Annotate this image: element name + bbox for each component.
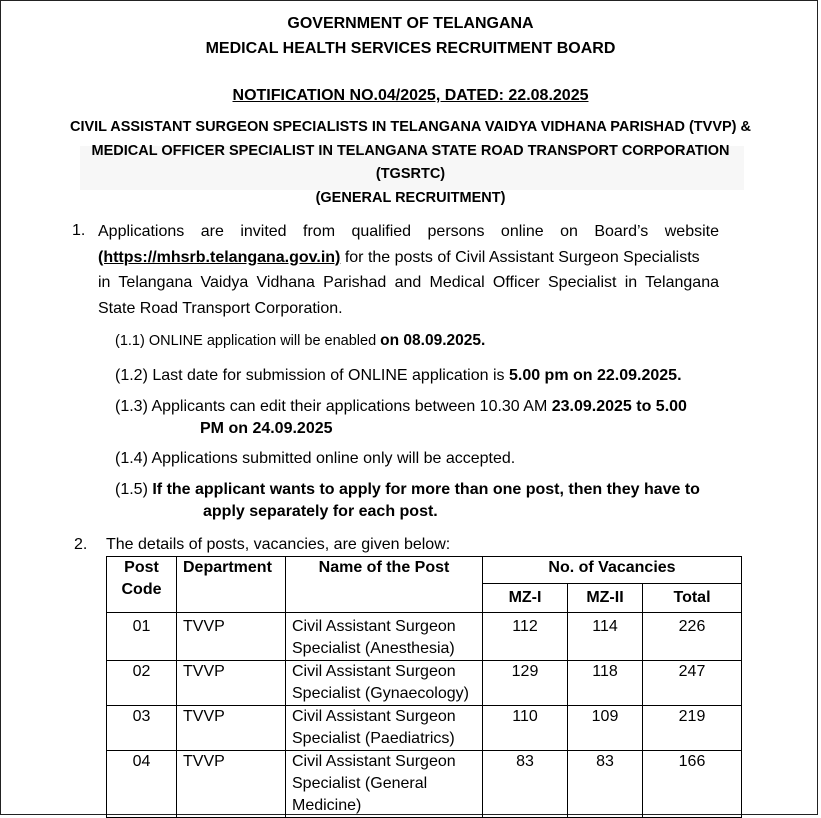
point-1-5-continued: apply separately for each post. <box>203 503 438 520</box>
cell-post-code: 01 <box>107 613 177 661</box>
header-mz2: MZ-II <box>568 584 643 613</box>
point-1-1-date: on 08.09.2025. <box>380 332 486 349</box>
point-1-5-label: (1.5) <box>115 481 153 498</box>
para2-number: 2. <box>74 536 88 553</box>
govt-heading: GOVERNMENT OF TELANGANA <box>287 15 534 32</box>
point-1-3-dates: 23.09.2025 to 5.00 <box>551 398 687 415</box>
cell-mz2: 109 <box>568 706 643 751</box>
header-total: Total <box>643 584 742 613</box>
header-post-name: Name of the Post <box>286 557 483 613</box>
header-post-code <box>107 557 177 613</box>
cell-total: 247 <box>643 661 742 706</box>
cell-total: 219 <box>643 706 742 751</box>
point-1-1-label: (1.1) ONLINE application will be enabled <box>115 333 381 349</box>
point-1-1 <box>115 332 485 350</box>
post-name-line3: Medicine) <box>292 797 362 814</box>
cell-post-code: 04 <box>107 751 177 818</box>
para1-line2-rest: for the posts of Civil Assistant Surgeon Specialists <box>340 248 700 266</box>
point-1-2-deadline: 5.00 pm on 22.09.2025. <box>508 367 682 384</box>
header-vacancies: No. of Vacancies <box>483 557 742 584</box>
point-1-3-label: (1.3) Applicants can edit their applications between 10.30 AM <box>115 398 552 415</box>
table-row <box>107 751 742 818</box>
para1-line2 <box>98 245 719 271</box>
cell-mz1: 83 <box>483 751 568 818</box>
cell-mz2: 118 <box>568 661 643 706</box>
point-1-4: (1.4) Applications submitted online only will be accepted. <box>115 450 516 467</box>
cell-post-name <box>286 706 483 751</box>
cell-mz1: 112 <box>483 613 568 661</box>
header-department: Department <box>177 557 286 613</box>
point-1-3 <box>115 398 687 416</box>
notification-number: NOTIFICATION NO.04/2025, DATED: 22.08.2025 <box>232 87 589 104</box>
table-row <box>107 661 742 706</box>
cell-post-name <box>286 751 483 818</box>
board-heading: MEDICAL HEALTH SERVICES RECRUITMENT BOARD <box>205 40 616 57</box>
header-post-code-line1: Post <box>124 559 159 576</box>
subject-line-4: (GENERAL RECRUITMENT) <box>315 190 506 206</box>
table-header-row <box>107 557 742 584</box>
cell-mz2: 83 <box>568 751 643 818</box>
point-1-2-label: (1.2) Last date for submission of ONLINE application is <box>115 367 509 384</box>
cell-post-code: 03 <box>107 706 177 751</box>
para2-text: The details of posts, vacancies, are given below: <box>106 536 451 553</box>
post-name-line1: Civil Assistant Surgeon <box>292 618 456 635</box>
cell-mz2: 114 <box>568 613 643 661</box>
para1-line3: in Telangana Vaidya Vidhana Parishad and Medical Officer Specialist in Telangana <box>98 274 719 291</box>
header-mz1: MZ-I <box>483 584 568 613</box>
subject-line-1: CIVIL ASSISTANT SURGEON SPECIALISTS IN TELANGANA VAIDYA VIDHANA PARISHAD (TVVP) & <box>69 119 752 135</box>
cell-post-name <box>286 613 483 661</box>
point-1-5 <box>115 481 700 499</box>
point-1-3-continued: PM on 24.09.2025 <box>200 420 333 437</box>
post-name-line1: Civil Assistant Surgeon <box>292 663 456 680</box>
subject-line-2: MEDICAL OFFICER SPECIALIST IN TELANGANA STATE ROAD TRANSPORT CORPORATION <box>91 143 730 159</box>
post-name-line1: Civil Assistant Surgeon <box>292 753 456 770</box>
cell-mz1: 129 <box>483 661 568 706</box>
para1-line1: Applications are invited from qualified persons online on Board’s website <box>98 223 719 240</box>
post-name-line2: Specialist (Gynaecology) <box>292 685 469 702</box>
table-row <box>107 613 742 661</box>
table-row <box>107 706 742 751</box>
cell-post-name <box>286 661 483 706</box>
board-website-link[interactable]: (https://mhsrb.telangana.gov.in) <box>98 248 341 266</box>
post-name-line2: Specialist (Paediatrics) <box>292 730 455 747</box>
post-name-line2: Specialist (General <box>292 775 428 792</box>
vacancies-table <box>106 556 742 818</box>
cell-department: TVVP <box>177 613 286 661</box>
point-1-5-text: If the applicant wants to apply for more than one post, then they have to <box>152 481 700 498</box>
post-name-line2: Specialist (Anesthesia) <box>292 640 455 657</box>
para1-line4: State Road Transport Corporation. <box>98 299 343 317</box>
cell-total: 226 <box>643 613 742 661</box>
cell-total: 166 <box>643 751 742 818</box>
subject-line-3: (TGSRTC) <box>375 166 446 182</box>
para1-number: 1. <box>72 222 86 239</box>
post-name-line1: Civil Assistant Surgeon <box>292 708 456 725</box>
cell-department: TVVP <box>177 661 286 706</box>
cell-department: TVVP <box>177 751 286 818</box>
header-post-code-line2: Code <box>121 581 162 598</box>
point-1-2 <box>115 367 682 385</box>
cell-post-code: 02 <box>107 661 177 706</box>
cell-mz1: 110 <box>483 706 568 751</box>
cell-department: TVVP <box>177 706 286 751</box>
para1-text <box>98 219 719 321</box>
